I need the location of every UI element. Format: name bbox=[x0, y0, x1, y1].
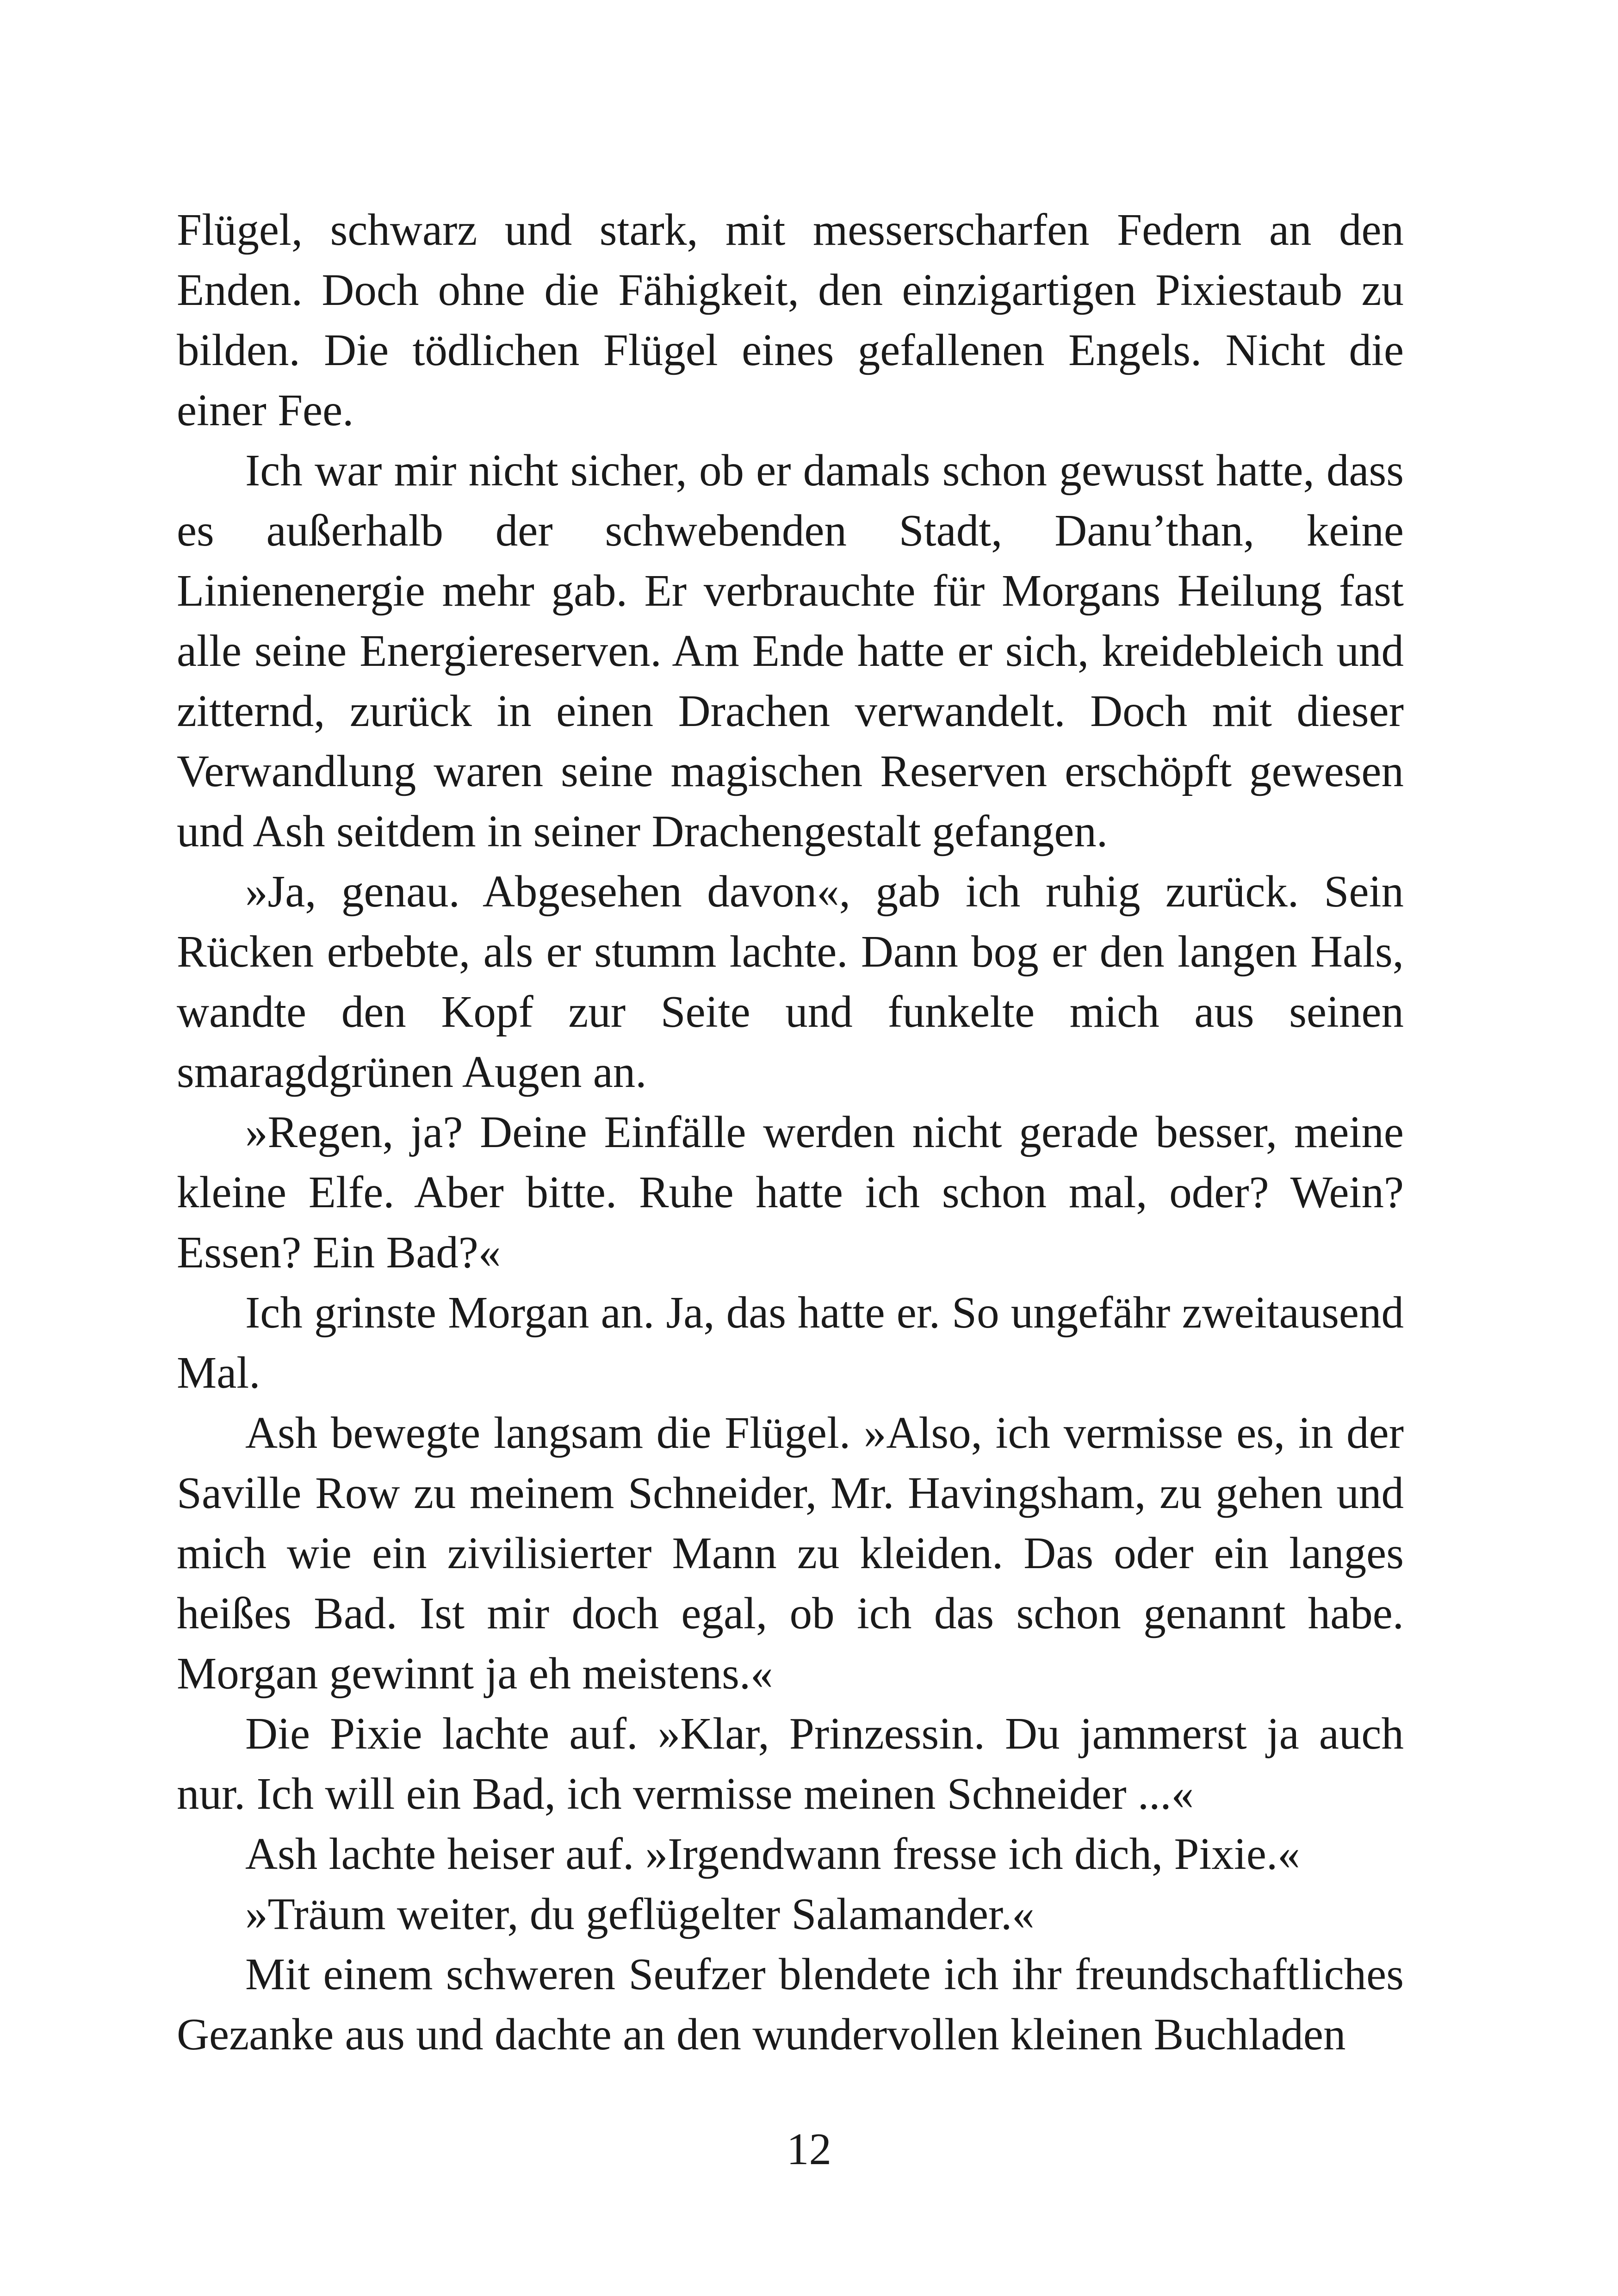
paragraph-2: Ich war mir nicht sicher, ob er damals schon gewusst hatte, dass es außerhalb der schwebenden Stadt, Danu’than, keine Linienenergie mehr gab. Er verbrauchte für Morgans Heilung fast alle seine Energiereserven. Am Ende hatte er sich, kreidebleich und zitternd, zurück in einen Drachen verwandelt. Doch mit dieser Verwandlung waren seine magischen Reserven erschöpft gewesen und Ash seitdem in seiner Drachengestalt gefangen. bbox=[177, 446, 1404, 856]
page-number: 12 bbox=[787, 2124, 831, 2174]
paragraph-3: »Ja, genau. Abgesehen davon«, gab ich ruhig zurück. Sein Rücken erbebte, als er stumm lachte. Dann bog er den langen Hals, wandte den Kopf zur Seite und funkelte mich aus seinen smaragdgrünen Augen an. bbox=[177, 867, 1404, 1097]
paragraph-5: Ich grinste Morgan an. Ja, das hatte er. So ungefähr zweitausend Mal. bbox=[177, 1288, 1404, 1397]
paragraph-8: Ash lachte heiser auf. »Irgendwann fresse ich dich, Pixie.« bbox=[245, 1829, 1300, 1879]
body-text bbox=[177, 200, 1404, 2065]
paragraph-10: Mit einem schweren Seufzer blendete ich ihr freundschaftliches Gezanke aus und dachte an den wundervollen kleinen Buchladen bbox=[177, 1949, 1404, 2059]
paragraph-9: »Träum weiter, du geflügelter Salamander.« bbox=[245, 1889, 1035, 1939]
paragraph-7: Die Pixie lachte auf. »Klar, Prinzessin. Du jammerst ja auch nur. Ich will ein Bad, ich vermisse meinen Schneider ...« bbox=[177, 1709, 1404, 1818]
paragraph-6: Ash bewegte langsam die Flügel. »Also, ich vermisse es, in der Saville Row zu meinem Schneider, Mr. Havingsham, zu gehen und mich wie ein zivilisierter Mann zu kleiden. Das oder ein langes heißes Bad. Ist mir doch egal, ob ich das schon genannt habe. Morgan gewinnt ja eh meistens.« bbox=[177, 1408, 1404, 1698]
paragraph-4: »Regen, ja? Deine Einfälle werden nicht gerade besser, meine kleine Elfe. Aber bitte. Ruhe hatte ich schon mal, oder? Wein? Essen? Ein Bad?« bbox=[177, 1107, 1404, 1277]
paragraph-1: Flügel, schwarz und stark, mit messerscharfen Federn an den Enden. Doch ohne die Fähigkeit, den einzigartigen Pixiestaub zu bilden. Die tödlichen Flügel eines gefallenen Engels. Nicht die einer Fee. bbox=[177, 205, 1404, 435]
